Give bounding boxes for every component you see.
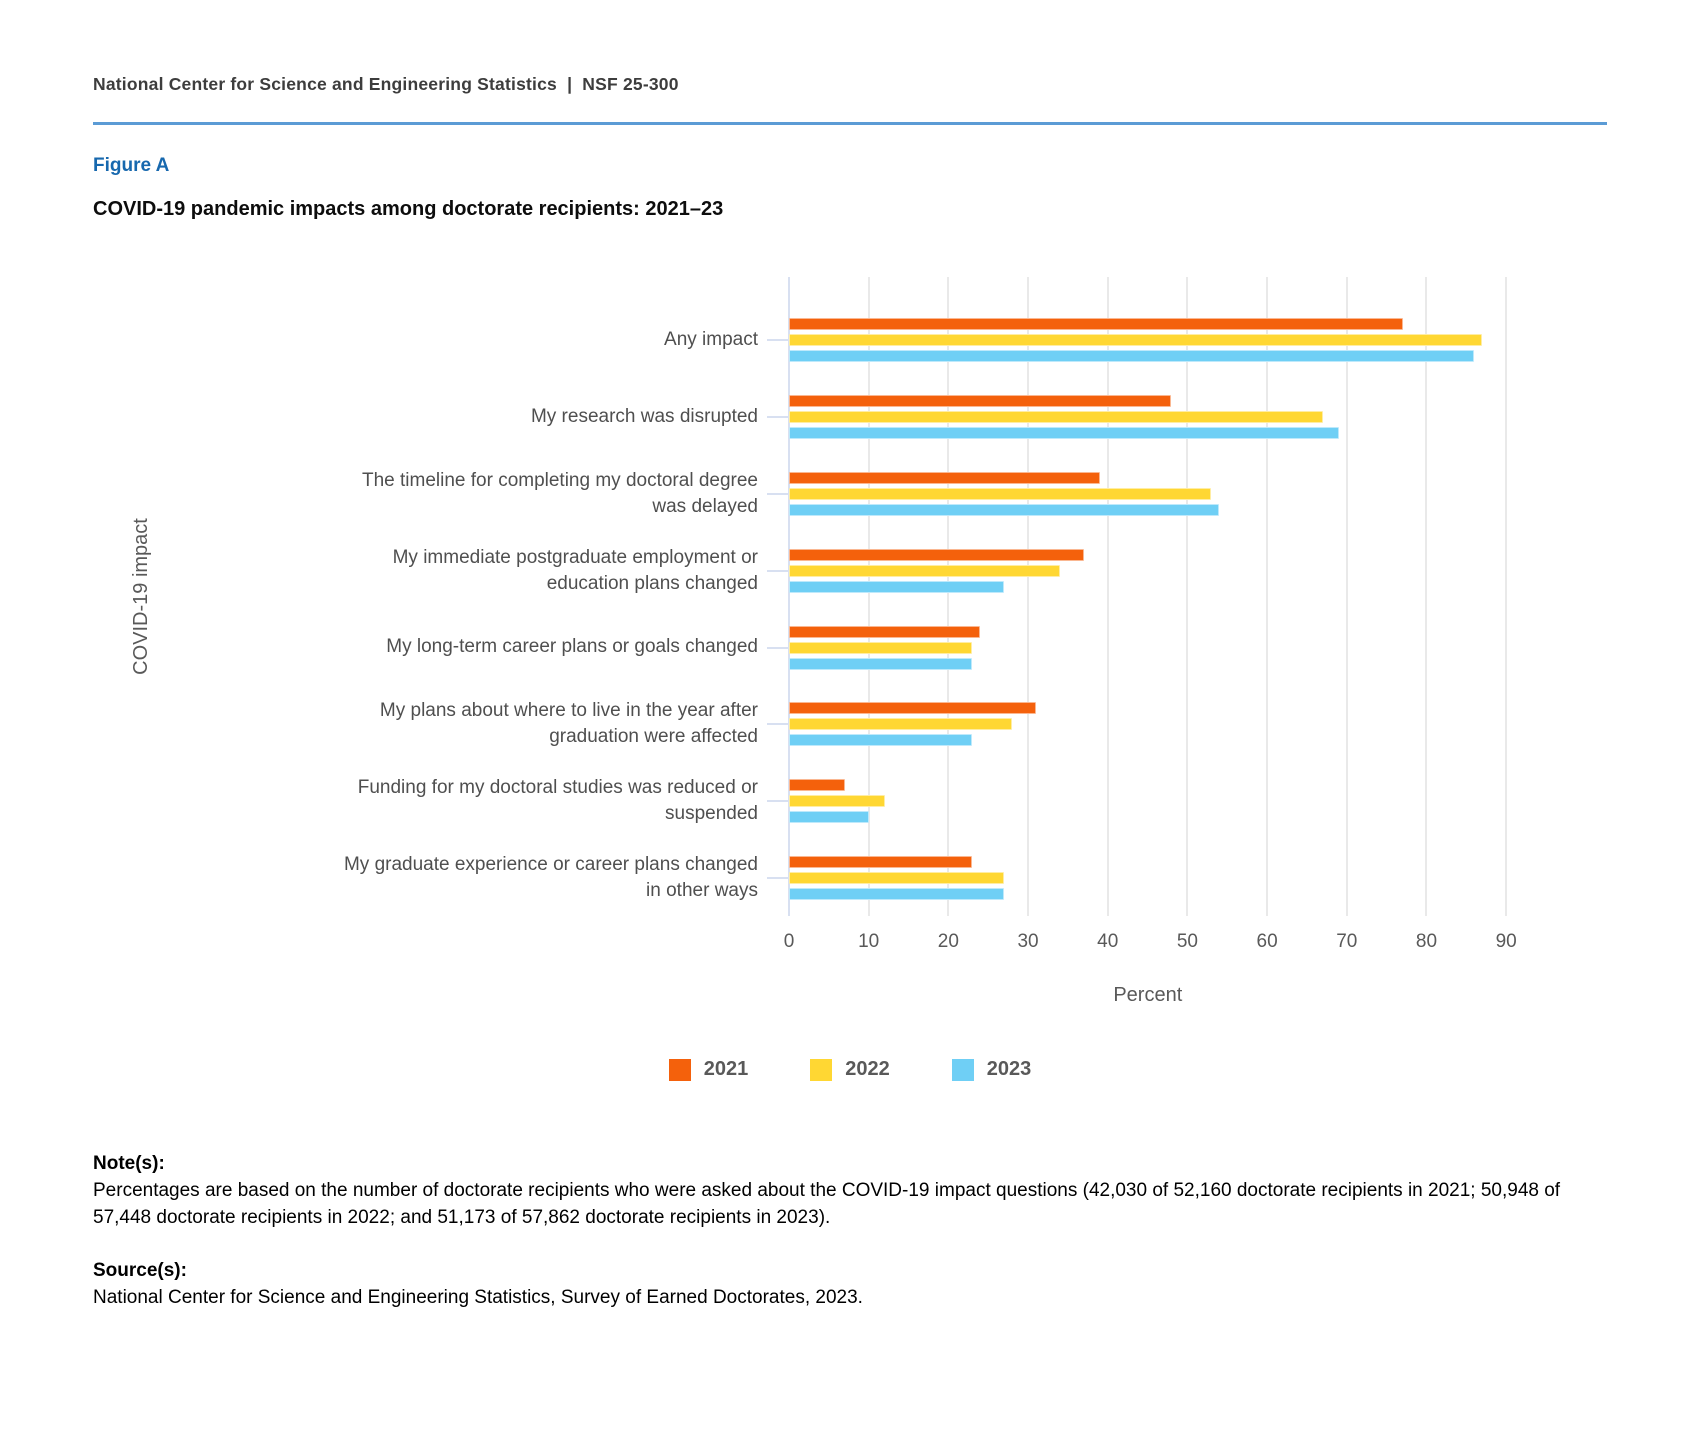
bar-2021 (789, 472, 1100, 484)
plot-area (789, 277, 1546, 916)
category-label: My long-term career plans or goals changed (189, 609, 789, 686)
bar-group (789, 532, 1546, 609)
bar-2023 (789, 658, 972, 670)
notes-text: Percentages are based on the number of doctorate recipients who were asked about the COVID-19 impact questions (42,030 of 52,160 doctorate recipients in 2021; 50,948 of 57,448 doctorate recipients in 2022; and 51,173 of 57,862 doctorate recipients in 2023). (93, 1179, 1561, 1228)
source-text: National Center for Science and Engineering Statistics, Survey of Earned Doctorates, 2023. (93, 1286, 863, 1308)
category-label: My plans about where to live in the year after graduation were affected (189, 686, 789, 763)
x-axis-title-row (789, 984, 1546, 1012)
plot-column (783, 277, 1546, 1012)
category-labels (189, 277, 789, 916)
bar-2022 (789, 795, 885, 807)
bar-2023 (789, 427, 1339, 439)
bar-rows (789, 277, 1546, 916)
legend-swatch (952, 1059, 974, 1081)
category-label: My research was disrupted (189, 379, 789, 456)
category-label: Any impact (189, 302, 789, 379)
bar-2021 (789, 626, 980, 638)
legend-item-2021 (669, 1058, 749, 1081)
legend-label: 2021 (703, 1058, 749, 1080)
bar-2023 (789, 504, 1219, 516)
figure-label: Figure A (93, 155, 170, 176)
bar-2022 (789, 872, 1004, 884)
bar-group (789, 763, 1546, 840)
bar-2022 (789, 642, 972, 654)
category-label: Funding for my doctoral studies was reduced or suspended (189, 763, 789, 840)
x-axis-title: Percent (1113, 984, 1183, 1006)
legend-swatch (810, 1059, 832, 1081)
bar-2023 (789, 888, 1004, 900)
bar-group (789, 379, 1546, 456)
bar-group (789, 609, 1546, 686)
category-label: The timeline for completing my doctoral degree was delayed (189, 456, 789, 533)
notes-label: Note(s): (93, 1153, 165, 1174)
x-tick-label: 90 (1495, 931, 1517, 952)
bar-group (789, 840, 1546, 917)
bar-2022 (789, 334, 1482, 346)
notes-section (93, 1151, 1607, 1312)
x-tick-label: 50 (1176, 931, 1198, 952)
bar-group (789, 686, 1546, 763)
y-axis-title-cell (93, 277, 189, 916)
bar-2023 (789, 581, 1004, 593)
x-tick-label: 80 (1415, 931, 1438, 952)
source-section (93, 1258, 1607, 1312)
bar-2022 (789, 565, 1060, 577)
category-label: My immediate postgraduate employment or education plans changed (189, 532, 789, 609)
x-tick-label: 20 (937, 931, 959, 952)
y-axis-title: COVID-19 impact (129, 518, 152, 675)
legend-label: 2023 (986, 1058, 1032, 1080)
legend-item-2022 (810, 1058, 890, 1081)
category-label: My graduate experience or career plans changed in other ways (189, 840, 789, 917)
bar-2023 (789, 734, 972, 746)
legend-item-2023 (952, 1058, 1032, 1081)
bar-2022 (789, 718, 1012, 730)
legend-label: 2022 (845, 1058, 890, 1080)
bar-2021 (789, 779, 845, 791)
bar-chart (93, 277, 1607, 1012)
figure-title: COVID-19 pandemic impacts among doctorate recipients: 2021–23 (93, 198, 724, 220)
x-tick-label: 0 (783, 931, 795, 952)
source-label: Source(s): (93, 1259, 187, 1281)
x-tick-label: 30 (1017, 931, 1039, 952)
bar-2021 (789, 318, 1403, 330)
bar-2022 (789, 488, 1211, 500)
legend-swatch (669, 1059, 691, 1081)
header-divider (93, 122, 1607, 125)
bar-2022 (789, 411, 1323, 423)
bar-group (789, 302, 1546, 379)
bar-group (789, 456, 1546, 533)
x-tick-label: 60 (1256, 931, 1278, 952)
x-tick-label: 70 (1336, 931, 1358, 952)
bar-2023 (789, 811, 869, 823)
x-tick-label: 10 (858, 931, 880, 952)
bar-2021 (789, 395, 1171, 407)
bar-2021 (789, 702, 1036, 714)
bar-2021 (789, 549, 1084, 561)
legend (93, 1058, 1607, 1081)
x-tick-label: 40 (1097, 931, 1119, 952)
bar-2023 (789, 350, 1474, 362)
report-header (93, 74, 1607, 95)
header-text: National Center for Science and Engineering Statistics | NSF 25-300 (93, 74, 679, 94)
x-axis-ticks (783, 931, 1546, 957)
bar-2021 (789, 856, 972, 868)
